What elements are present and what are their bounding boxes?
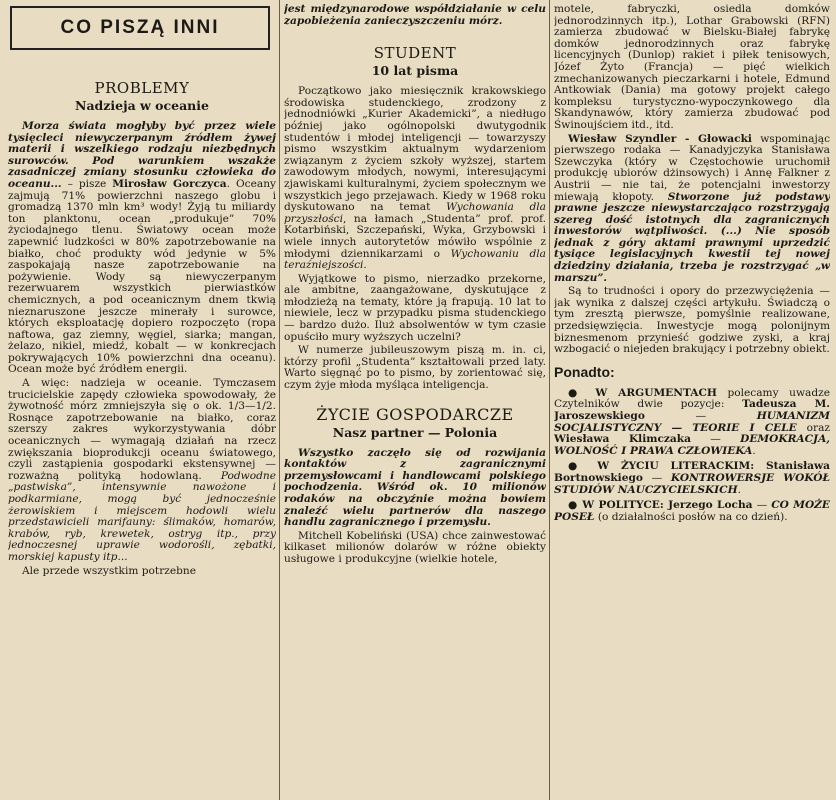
- text-span: polecamy uwadze Czytelników dwie pozycje:: [554, 386, 830, 411]
- quote-italic: Stworzone już podstawy prawne jeszcze niewystarczająco rozstrzygają szereg dość istotnych dla zagranicznych inwestorów wątpliwości. (...) Nie sposób jednak z góry aktami prawnymi uprzedzić tysiące legislacyjnych kwestii tej nowej dziedziny działania, trzeba je rozstrzygać „w marszu”.: [554, 190, 830, 284]
- article-student-paragraph-1: [284, 86, 546, 272]
- text-span: wspominając pierwszego rodaka — Kanadyjczyka Stanisława Szewczyka (który w Częstochowie uruchomił produkcję ubiorów dżinsowych) i Annę Falkner z Austrii — nie tai, że potencjalni inwestorzy miewają kłopoty.: [554, 132, 830, 203]
- title-italic: DEMOKRACJA, WOLNOŚĆ I PRAWA CZŁOWIEKA: [554, 433, 830, 457]
- article-student-paragraph-2: Wyjątkowe to pismo, nierzadko przekorne, ale ambitne, zaangażowane, dyskutujące z młodzieżą na tematy, które ją frapują. 10 lat to niewiele, lecz w przypadku pisma studenckiego — bardzo dużo. Iluż absolwentów w tym czasie opuściło mury wyższych uczelni?: [284, 272, 546, 343]
- section-title-problemy: PROBLEMY: [94, 79, 190, 97]
- article-ocean-paragraph-3: Ale przede wszystkim potrzebne: [22, 564, 196, 577]
- section-title-student: STUDENT: [373, 44, 457, 63]
- paragraph-2-bold: A więc: nadzieja w oceanie. Tymczasem trucicielskie zapędy człowieka spowodowały, że żywotność mórz zmniejszyła się o ok. 1/3—1/2. Rosnące zapotrzebowanie na białko, coraz szerszy zakres wykorzystywania dóbr oceanicznych — wymagają działań na rzecz zwiększania bioprodukcji oceanu światowego, czyli zastąpienia gospodarki ekstensywnej — rozważną polityką hodowlaną.: [8, 377, 276, 482]
- author-name: Wiesław Szyndler - Głowacki: [568, 132, 752, 145]
- article-polonia-continued: motele, fabryczki, osiedla domków jednorodzinnych itp.), Lothar Grabowski (RFN) zamierza zbudować w Bielsku-Białej fabrykę domków jednorodzinnych oraz fabrykę licencyjnych (Dunlop) rakiet i piłek tenisowych, Józef Żyto (Francja) — pięć wielkich zmechanizowanych pieczarkarni i hotele, Edmund Antkowiak (Dania) ma gotowy projekt całego kompleksu turystyczno-wypoczynkowego dla Skandynawów, który zamierza zbudować pod Świnoujściem itd., itd.: [554, 3, 830, 131]
- ponadto-item-argumenty: [554, 388, 830, 458]
- lead-italic: Morza świata mogłyby być przez wiele tysięcleci niewyczerpanym źródłem żywej materii i wszelkiego rodzaju niezbędnych surowców. Pod warunkiem wszakże zasadniczej zmiany stosunku człowieka do oceanu...: [8, 120, 276, 190]
- author-name: Wiesława Klimczaka: [554, 433, 691, 446]
- title-italic: HUMANIZM SOCJALISTYCZNY — TEORIE I CELE: [554, 410, 830, 434]
- article-student-paragraph-3: W numerze jubileuszowym piszą m. in. ci, którzy profil „Studenta” kształtowali przed laty. Warto sięgnąć po to pismo, by zorientować się, czym żyje młoda myśląca inteligencja.: [284, 344, 546, 392]
- article-ocean-paragraph-1: [8, 121, 276, 376]
- bullet-label: ● W ŻYCIU LITERACKIM:: [568, 460, 755, 473]
- paragraph-2-italic: Podwodne „pastwiska”, intensywnie nawożone i podkarmiane, mogą być jednocześnie żerowiskiem i miejscem hodowli wielu przedstawicieli marifauny: ślimaków, homarów, krabów, ryb, krewetek, ostryg itp., przy jednoczesnej uprawie wodorośli, zębatki, morskiej kapusty itp...: [8, 469, 276, 563]
- text-span: —: [642, 471, 671, 484]
- text-span: , na łamach „Studenta” prof. prof. Kotarbiński, Szczepański, Wyka, Grzybowski i wiele innych autorytetów mówiło wspólnie z młodymi dziennikarzami o: [284, 212, 546, 260]
- author-name: Jerzego Locha: [663, 499, 753, 512]
- article-title-student: 10 lat pisma: [371, 63, 459, 79]
- title-italic: CO MOŻE POSEŁ: [554, 499, 830, 523]
- text-span: .: [363, 259, 367, 272]
- article-polonia-paragraph-2: [554, 134, 830, 285]
- lead-author: Mirosław Gorczyca: [112, 177, 227, 190]
- ponadto-item-zycie-literackie: [554, 461, 830, 496]
- column-right: [554, 0, 830, 800]
- text-span: (o działalności posłów na co dzień).: [594, 510, 788, 523]
- column-left: [8, 0, 276, 800]
- author-name: Stanisława Bortnowskiego: [554, 460, 830, 484]
- text-span: —: [752, 499, 772, 512]
- article-ocean-paragraph-2: [8, 378, 276, 564]
- ponadto-heading: Ponadto:: [554, 363, 615, 380]
- article-polonia-paragraph-3: Są to trudności i opory do przezwyciężenia — jak wynika z dalszej części artykułu. Świadczą o tym zresztą pierwsze, pomyślnie realizowane, przedsięwzięcia. Inwestycje mogą polonijnym biznesmenom przynieść godziwe zyski, a kraj wzbogacić o niejeden brakujący i potrzebny obiekt.: [554, 285, 830, 356]
- column-divider-1: [279, 0, 280, 800]
- column-header-box: [10, 6, 270, 50]
- ponadto-item-polityka: [554, 500, 830, 523]
- text-span: .: [737, 483, 741, 496]
- text-span: oraz: [796, 421, 830, 434]
- column-header-title: CO PISZĄ INNI: [60, 17, 220, 38]
- text-span: —: [644, 410, 757, 422]
- author-name: Tadeusza M. Jaroszewskiego: [554, 398, 830, 422]
- title-italic: Wychowania dla przyszłości: [284, 201, 546, 225]
- article-polonia-paragraph-1: Mitchell Kobeliński (USA) chce zainwestować kilkaset milionów dolarów w różne obiekty usługowe i produkcyjne (wielkie hotele,: [284, 529, 546, 565]
- text-span: Początkowo jako miesięcznik krakowskiego środowiska studenckiego, zrodzony z jednodniówki „Kurier Akademicki”, a niedługo później jako ogólnopolski dwutygodnik studentów i młodej inteligencji — towarzyszy pismo wszystkim aktualnym wydarzeniom związanym z życiem szkoły wyższej, startem zawodowym młodych, nowymi, interesującymi zjawiskami kulturalnymi, życiem społecznym we wszystkich jego przejawach. Kiedy w 1968 roku dyskutowano na temat: [284, 85, 546, 214]
- bullet-label: ● W POLITYCE:: [568, 499, 664, 512]
- lead-said: – pisze: [61, 177, 113, 190]
- title-italic: Wychowaniu dla teraźniejszości: [284, 247, 546, 272]
- column-middle: [284, 0, 546, 800]
- text-span: —: [690, 433, 741, 446]
- title-italic: KONTROWERSJE WOKÓŁ STUDIÓW NAUCZYCIELSKICH: [554, 471, 830, 496]
- bullet-label: ● W ARGUMENTACH: [568, 386, 717, 399]
- article-polonia-lead: Wszystko zaczęło się od rozwijania kontaktów z zagranicznymi przemysłowcami i handlowcami polskiego pochodzenia. Wśród ok. 10 milionów rodaków na obczyźnie można bowiem znaleźć wielu partnerów dla naszego handlu zagranicznego i przemysłu.: [284, 446, 546, 529]
- paragraph-1-rest: . Oceany zajmują 71% powierzchni naszego globu i gromadzą 1370 mln km³ wody! Żyją tu miliardy ton planktonu, ocean „produkuje” 70% życiodajnego tlenu. Światowy ocean może zapewnić ludzkości w 80% zapotrzebowanie na białko, choć produkty wód jedynie w 5% zaspokajają nasze zapotrzebowanie na pożywienie. Wody są niewyczerpanym rezerwuarem wszystkich pierwiastków chemicznych, a pod oceanicznym dnem tkwią nieznaruszone jeszcze minerały i surowce, których eksploatację dopiero rozpoczęto (ropa naftowa, gaz ziemny, węgiel, siarka; mangan, żelazo, nikiel, miedź, kobalt — w konkrecjach pokrywających 10% powierzchni dna oceanu). Ocean może być źródłem energii.: [8, 177, 276, 376]
- article-title-polonia: Nasz partner — Polonia: [332, 424, 498, 440]
- text-span: .: [752, 444, 756, 457]
- column-divider-2: [549, 0, 550, 800]
- section-title-zycie-gospodarcze: ŻYCIE GOSPODARCZE: [316, 404, 514, 424]
- article-title-ocean: Nadzieja w oceanie: [75, 98, 209, 113]
- continued-italic: jest międzynarodowe współdziałanie w celu zapobieżenia zanieczyszczeniu mórz.: [284, 3, 546, 27]
